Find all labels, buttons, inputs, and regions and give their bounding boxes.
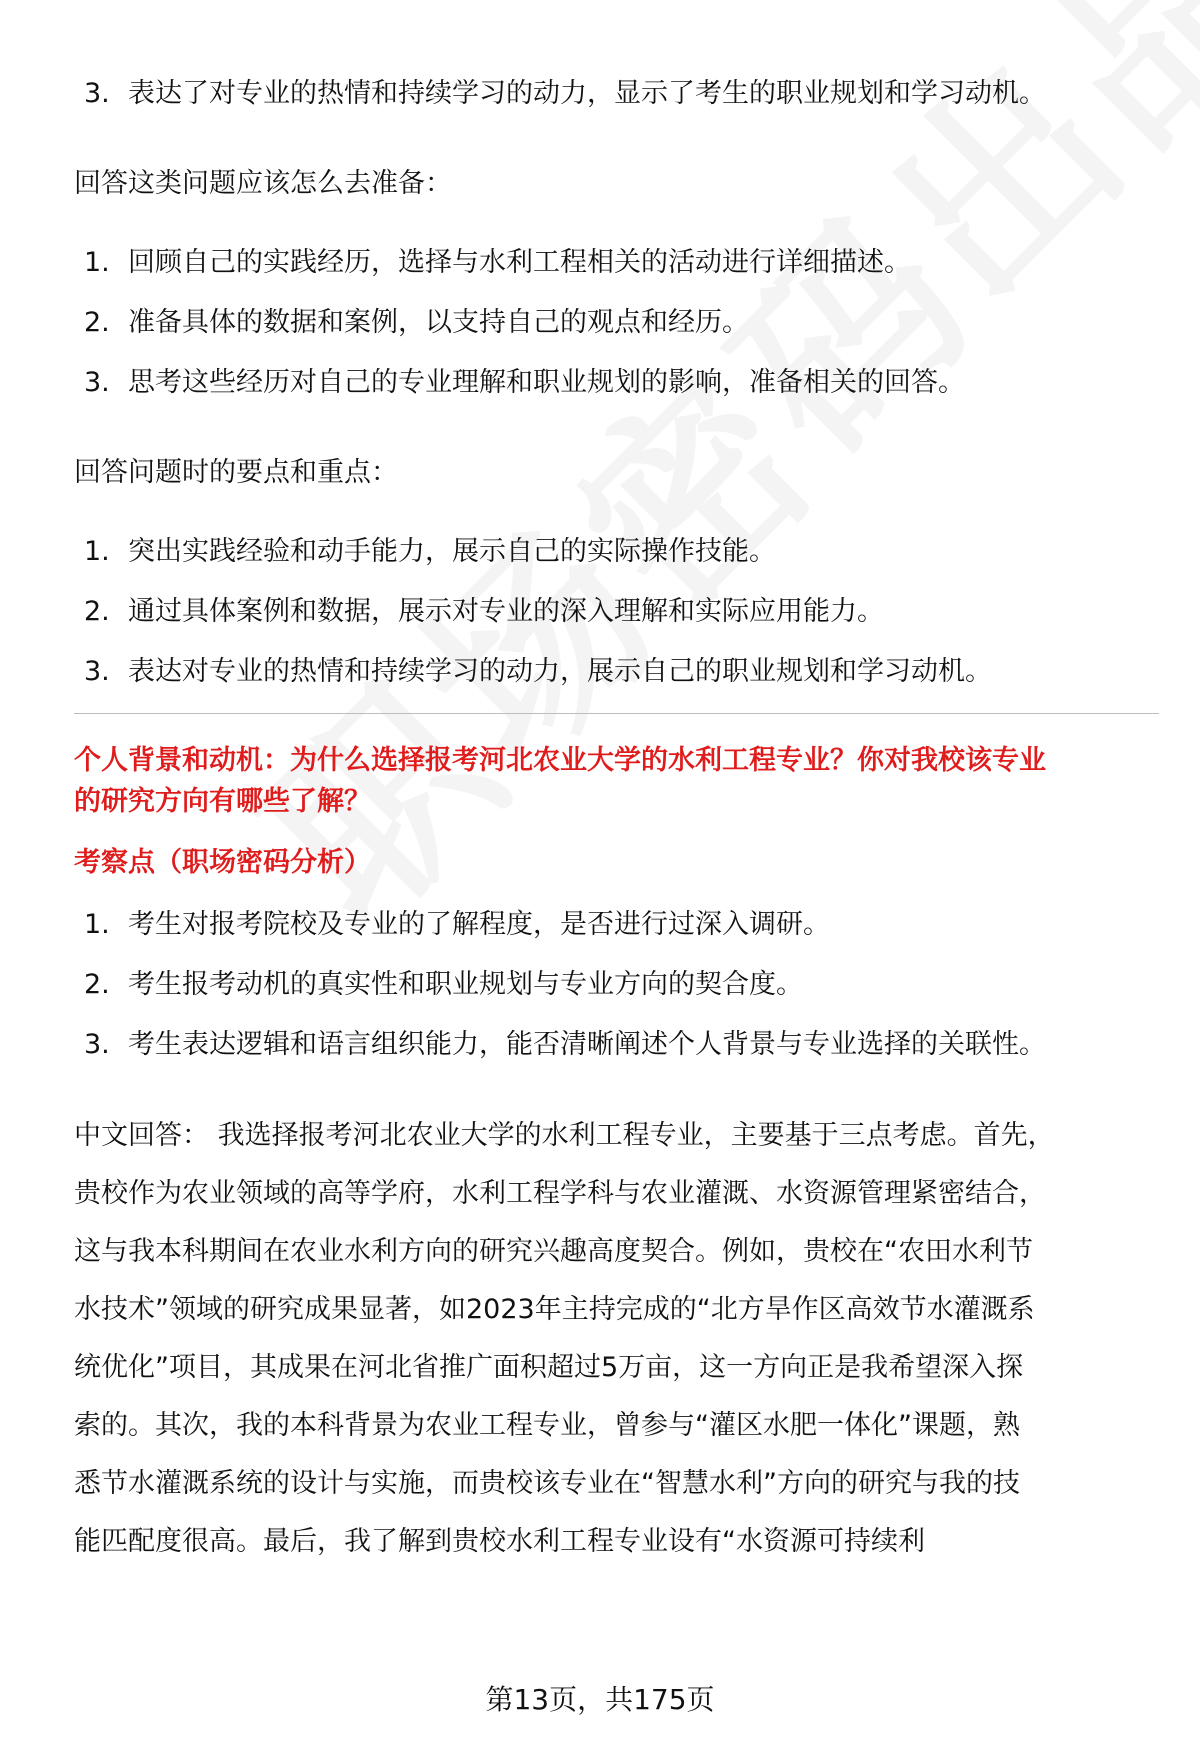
page-content bbox=[74, 74, 1159, 1571]
answer-paragraph bbox=[74, 1107, 1159, 1571]
points-heading: 回答问题时的要点和重点： bbox=[74, 457, 398, 488]
exam-points-heading: 考察点（职场密码分析） bbox=[74, 847, 371, 878]
list-number: 2. bbox=[84, 969, 110, 1000]
answer-line: 悉节水灌溉系统的设计与实施，而贵校该专业在“智慧水利”方向的研究与我的技 bbox=[74, 1468, 1020, 1499]
list-text: 考生对报考院校及专业的了解程度，是否进行过深入调研。 bbox=[128, 909, 830, 940]
list-number: 1. bbox=[84, 247, 110, 278]
list-text: 准备具体的数据和案例，以支持自己的观点和经历。 bbox=[128, 307, 749, 338]
answer-line: 水技术”领域的研究成果显著，如2023年主持完成的“北方旱作区高效节水灌溉系 bbox=[74, 1294, 1035, 1325]
list-item bbox=[74, 363, 1159, 402]
list-item bbox=[74, 1025, 1159, 1064]
list-number: 1. bbox=[84, 909, 110, 940]
question-title-line1: 个人背景和动机：为什么选择报考河北农业大学的水利工程专业？你对我校该专业 bbox=[74, 745, 1046, 776]
list-item bbox=[74, 74, 1159, 113]
list-text: 考生报考动机的真实性和职业规划与专业方向的契合度。 bbox=[128, 969, 803, 1000]
points-list bbox=[74, 532, 1159, 691]
answer-line: 索的。其次，我的本科背景为农业工程专业，曾参与“灌区水肥一体化”课题，熟 bbox=[74, 1410, 1020, 1441]
list-item bbox=[74, 905, 1159, 944]
answer-line: 贵校作为农业领域的高等学府，水利工程学科与农业灌溉、水资源管理紧密结合， bbox=[74, 1178, 1046, 1209]
section-divider bbox=[74, 713, 1159, 714]
list-text: 表达了对专业的热情和持续学习的动力，显示了考生的职业规划和学习动机。 bbox=[128, 78, 1046, 109]
page-footer: 第13页，共175页 bbox=[485, 1683, 715, 1716]
top-list bbox=[74, 74, 1159, 113]
list-number: 2. bbox=[84, 596, 110, 627]
list-number: 1. bbox=[84, 536, 110, 567]
list-number: 3. bbox=[84, 656, 110, 687]
list-text: 思考这些经历对自己的专业理解和职业规划的影响，准备相关的回答。 bbox=[128, 367, 965, 398]
question-title-line2: 的研究方向有哪些了解？ bbox=[74, 786, 371, 817]
list-number: 3. bbox=[84, 78, 110, 109]
list-item bbox=[74, 592, 1159, 631]
list-number: 3. bbox=[84, 367, 110, 398]
prep-list bbox=[74, 243, 1159, 402]
list-number: 2. bbox=[84, 307, 110, 338]
answer-line: 能匹配度很高。最后，我了解到贵校水利工程专业设有“水资源可持续利 bbox=[74, 1526, 925, 1557]
answer-line: 中文回答： 我选择报考河北农业大学的水利工程专业，主要基于三点考虑。首先， bbox=[74, 1120, 1055, 1151]
list-text: 回顾自己的实践经历，选择与水利工程相关的活动进行详细描述。 bbox=[128, 247, 911, 278]
list-text: 通过具体案例和数据，展示对专业的深入理解和实际应用能力。 bbox=[128, 596, 884, 627]
list-item bbox=[74, 652, 1159, 691]
list-number: 3. bbox=[84, 1029, 110, 1060]
list-text: 突出实践经验和动手能力，展示自己的实际操作技能。 bbox=[128, 536, 776, 567]
list-text: 考生表达逻辑和语言组织能力，能否清晰阐述个人背景与专业选择的关联性。 bbox=[128, 1029, 1046, 1060]
prep-heading: 回答这类问题应该怎么去准备： bbox=[74, 168, 452, 199]
exam-list bbox=[74, 905, 1159, 1064]
list-item bbox=[74, 965, 1159, 1004]
list-item bbox=[74, 303, 1159, 342]
answer-line: 这与我本科期间在农业水利方向的研究兴趣高度契合。例如，贵校在“农田水利节 bbox=[74, 1236, 1033, 1267]
list-item bbox=[74, 243, 1159, 282]
list-text: 表达对专业的热情和持续学习的动力，展示自己的职业规划和学习动机。 bbox=[128, 656, 992, 687]
answer-line: 统优化”项目，其成果在河北省推广面积超过5万亩，这一方向正是我希望深入探 bbox=[74, 1352, 1024, 1383]
list-item bbox=[74, 532, 1159, 571]
